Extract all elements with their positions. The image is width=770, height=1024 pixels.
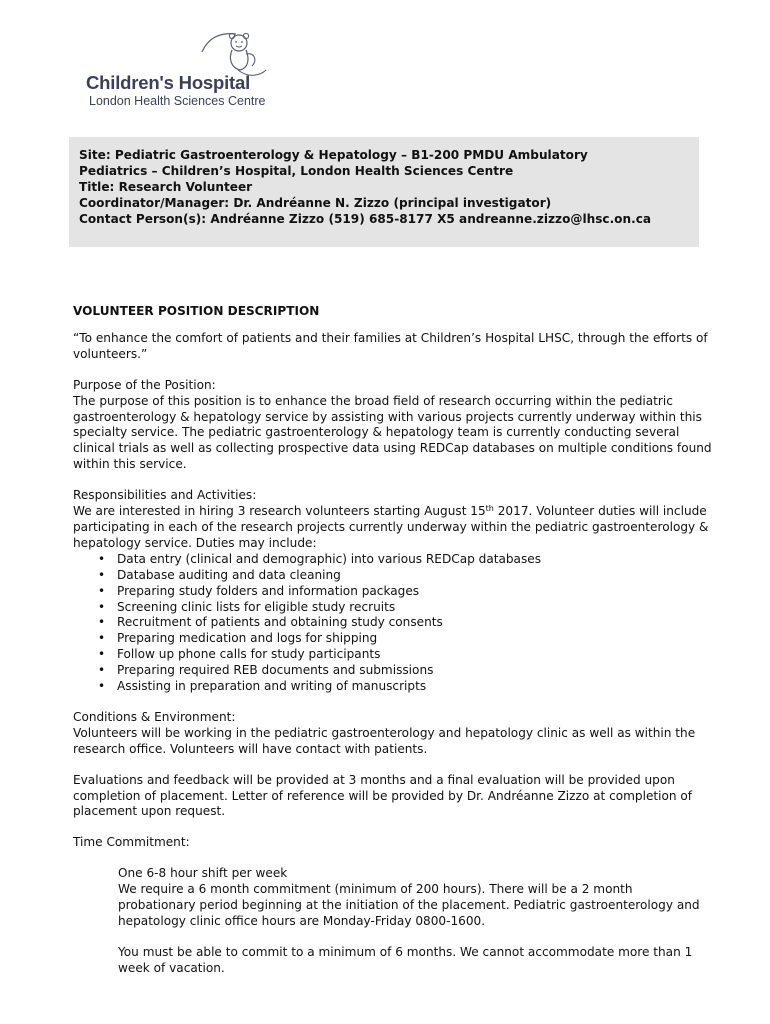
list-item: • Recruitment of patients and obtaining study consents [117,615,713,631]
logo-title: Children's Hospital [86,72,251,93]
site-line-continued: Pediatrics – Children’s Hospital, London Health Sciences Centre [79,164,514,178]
mission-statement: “To enhance the comfort of patients and their families at Children’s Hospital LHSC, through the efforts of volunteers.” [73,330,708,361]
commitment-text: We require a 6 month commitment (minimum of 200 hours). There will be a 2 month probationary period beginning at the initiation of the placement. Pediatric gastroenterology and hepatology clinic office hours are Monday-Friday 0800-1600. [118,882,700,928]
duties-list [73,552,713,695]
list-item: • Database auditing and data cleaning [117,568,713,584]
coordinator-line: Coordinator/Manager: Dr. Andréanne N. Zizzo (principal investigator) [79,196,552,210]
responsibilities-intro-start: We are interested in hiring 3 research volunteers starting August 15 [73,504,486,519]
date-suffix: th [485,504,494,514]
time-commitment-details [73,866,713,976]
purpose-text: The purpose of this position is to enhance the broad field of research occurring within the pediatric gastroenterology & hepatology service by assisting with various projects currently underway within this specialty service. The pediatric gastroenterology & hepatology team is currently conducting several clinical trials as well as collecting prospective data using REDCap databases on multiple conditions found within this service. [73,393,712,472]
conditions-text: Volunteers will be working in the pediatric gastroenterology and hepatology clinic as well as within the research office. Volunteers will have contact with patients. [73,725,696,756]
minimum-commitment-text: You must be able to commit to a minimum of 6 months. We cannot accommodate more than 1 week of vacation. [118,944,693,975]
list-item: • Preparing medication and logs for shipping [117,631,713,647]
list-item: • Assisting in preparation and writing of manuscripts [117,679,713,695]
list-item: • Screening clinic lists for eligible study recruits [117,600,713,616]
responsibilities-intro [73,504,713,552]
responsibilities-intro-end: 2017. Volunteer duties will include participating in each of the research projects currently underway within the pediatric gastroenterology & hepatology service. Duties may include: [73,504,709,550]
purpose-label: Purpose of the Position: [73,377,216,392]
list-item: • Preparing study folders and information packages [117,584,713,600]
list-item: • Follow up phone calls for study participants [117,647,713,663]
position-description [73,304,713,977]
hospital-logo [86,30,286,112]
shift-text: One 6-8 hour shift per week [118,866,288,881]
evaluation-text: Evaluations and feedback will be provided at 3 months and a final evaluation will be provided upon completion of placement. Letter of reference will be provided by Dr. Andréanne Zizzo at completion of placement upon request. [73,772,693,819]
section-heading: VOLUNTEER POSITION DESCRIPTION [73,304,320,318]
site-line: Site: Pediatric Gastroenterology & Hepatology – B1-200 PMDU Ambulatory [79,148,588,162]
position-info-box [69,137,699,247]
list-item: • Preparing required REB documents and submissions [117,663,713,679]
responsibilities-label: Responsibilities and Activities: [73,488,257,503]
time-commitment-label: Time Commitment: [73,835,190,850]
contact-line: Contact Person(s): Andréanne Zizzo (519) 685-8177 X5 andreanne.zizzo@lhsc.on.ca [79,212,652,226]
logo-subtitle: London Health Sciences Centre [89,94,266,108]
conditions-label: Conditions & Environment: [73,709,236,724]
list-item: • Data entry (clinical and demographic) into various REDCap databases [117,552,713,568]
title-line: Title: Research Volunteer [79,180,253,194]
